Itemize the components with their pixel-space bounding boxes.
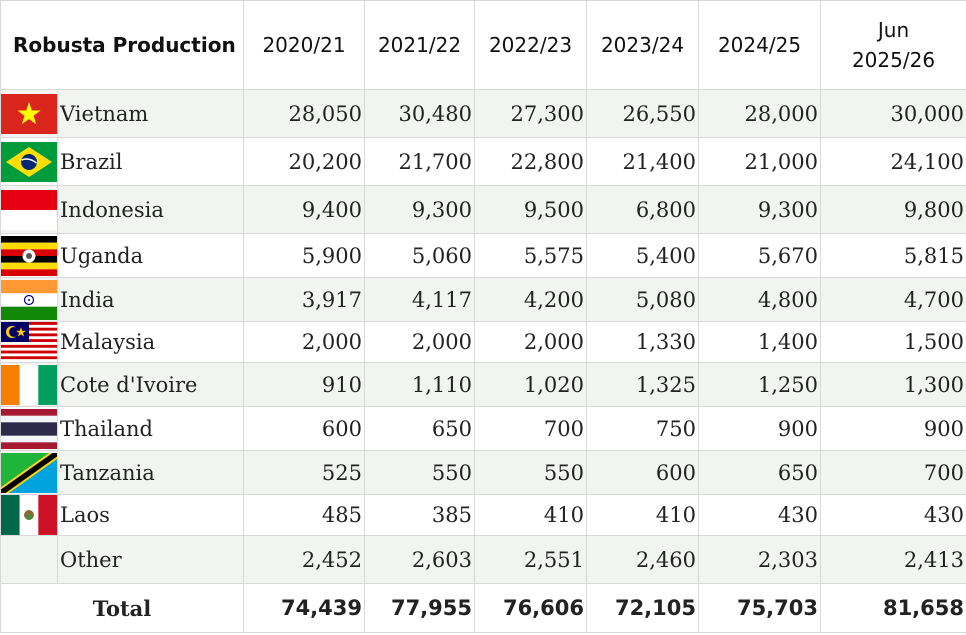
column-header-label: Jun 2025/26: [851, 18, 936, 72]
value-cell: 1,330: [587, 322, 699, 363]
cote-divoire-flag-icon: [1, 365, 57, 405]
value-cell: 430: [821, 495, 966, 536]
table-row: [1, 451, 966, 495]
value-cell: 4,800: [699, 278, 821, 322]
value-cell: 3,917: [244, 278, 365, 322]
value-cell: 1,300: [821, 363, 966, 407]
column-header: 2020/21: [244, 1, 365, 90]
value-cell: 410: [587, 495, 699, 536]
value-cell: 28,050: [244, 90, 365, 138]
value-cell: 910: [244, 363, 365, 407]
value-cell: 4,117: [365, 278, 475, 322]
value-cell: 2,000: [244, 322, 365, 363]
country-name: Brazil: [58, 138, 244, 186]
value-cell: 9,400: [244, 186, 365, 234]
value-cell: 5,060: [365, 234, 475, 278]
flag-cell: [1, 186, 58, 234]
value-cell: 2,000: [365, 322, 475, 363]
value-cell: 700: [821, 451, 966, 495]
table-row: [1, 90, 966, 138]
value-cell: 600: [587, 451, 699, 495]
flag-cell: [1, 278, 58, 322]
value-cell: 5,670: [699, 234, 821, 278]
value-cell: 30,000: [821, 90, 966, 138]
value-cell: 28,000: [699, 90, 821, 138]
country-name: India: [58, 278, 244, 322]
table-row: [1, 363, 966, 407]
value-cell: 2,603: [365, 536, 475, 584]
value-cell: 700: [475, 407, 587, 451]
value-cell: 2,303: [699, 536, 821, 584]
total-value-cell: 81,658: [821, 584, 966, 633]
flag-cell: [1, 138, 58, 186]
flag-cell: [1, 536, 58, 584]
flag-cell: [1, 322, 58, 363]
country-name: Other: [58, 536, 244, 584]
value-cell: 385: [365, 495, 475, 536]
value-cell: 410: [475, 495, 587, 536]
total-value-cell: 75,703: [699, 584, 821, 633]
value-cell: 20,200: [244, 138, 365, 186]
value-cell: 21,000: [699, 138, 821, 186]
value-cell: 2,452: [244, 536, 365, 584]
flag-cell: [1, 407, 58, 451]
total-label: Total: [1, 584, 244, 633]
value-cell: 26,550: [587, 90, 699, 138]
tanzania-flag-icon: [1, 453, 57, 493]
value-cell: 21,400: [587, 138, 699, 186]
value-cell: 525: [244, 451, 365, 495]
value-cell: 4,200: [475, 278, 587, 322]
value-cell: 5,900: [244, 234, 365, 278]
value-cell: 5,400: [587, 234, 699, 278]
value-cell: 27,300: [475, 90, 587, 138]
value-cell: 900: [699, 407, 821, 451]
malaysia-flag-icon: [1, 322, 57, 362]
total-value-cell: 74,439: [244, 584, 365, 633]
flag-cell: [1, 234, 58, 278]
value-cell: 600: [244, 407, 365, 451]
flag-cell: [1, 495, 58, 536]
value-cell: 2,413: [821, 536, 966, 584]
value-cell: 1,500: [821, 322, 966, 363]
table-row: [1, 234, 966, 278]
indonesia-flag-icon: [1, 190, 57, 230]
flag-cell: [1, 451, 58, 495]
value-cell: 5,080: [587, 278, 699, 322]
table-row: [1, 407, 966, 451]
value-cell: 5,815: [821, 234, 966, 278]
value-cell: 550: [475, 451, 587, 495]
value-cell: 22,800: [475, 138, 587, 186]
table-title: Robusta Production: [1, 1, 244, 90]
value-cell: 2,460: [587, 536, 699, 584]
value-cell: 650: [699, 451, 821, 495]
column-header: 2023/24: [587, 1, 699, 90]
value-cell: 5,575: [475, 234, 587, 278]
value-cell: 30,480: [365, 90, 475, 138]
value-cell: 2,551: [475, 536, 587, 584]
country-name: Cote d'Ivoire: [58, 363, 244, 407]
value-cell: 1,110: [365, 363, 475, 407]
country-name: Thailand: [58, 407, 244, 451]
country-name: Indonesia: [58, 186, 244, 234]
column-header: 2022/23: [475, 1, 587, 90]
thailand-flag-icon: [1, 409, 57, 449]
country-name: Tanzania: [58, 451, 244, 495]
flag-cell: [1, 90, 58, 138]
value-cell: 1,020: [475, 363, 587, 407]
table-row: [1, 322, 966, 363]
value-cell: 650: [365, 407, 475, 451]
value-cell: 430: [699, 495, 821, 536]
value-cell: 6,800: [587, 186, 699, 234]
value-cell: 9,500: [475, 186, 587, 234]
table-row: [1, 536, 966, 584]
total-value-cell: 77,955: [365, 584, 475, 633]
value-cell: 1,400: [699, 322, 821, 363]
table-row: [1, 278, 966, 322]
column-header: [821, 1, 966, 90]
header-row: [1, 1, 966, 90]
country-name: Malaysia: [58, 322, 244, 363]
column-header: 2021/22: [365, 1, 475, 90]
value-cell: 9,800: [821, 186, 966, 234]
country-name: Uganda: [58, 234, 244, 278]
value-cell: 1,325: [587, 363, 699, 407]
value-cell: 900: [821, 407, 966, 451]
india-flag-icon: [1, 280, 57, 320]
value-cell: 4,700: [821, 278, 966, 322]
value-cell: 750: [587, 407, 699, 451]
value-cell: 550: [365, 451, 475, 495]
brazil-flag-icon: [1, 142, 57, 182]
value-cell: 2,000: [475, 322, 587, 363]
country-name: Laos: [58, 495, 244, 536]
flag-cell: [1, 363, 58, 407]
table-row: [1, 138, 966, 186]
column-header: 2024/25: [699, 1, 821, 90]
value-cell: 24,100: [821, 138, 966, 186]
total-row: [1, 584, 966, 633]
total-value-cell: 76,606: [475, 584, 587, 633]
value-cell: 21,700: [365, 138, 475, 186]
value-cell: 9,300: [699, 186, 821, 234]
laos-flag-icon: [1, 495, 57, 535]
value-cell: 485: [244, 495, 365, 536]
table-row: [1, 186, 966, 234]
value-cell: 9,300: [365, 186, 475, 234]
country-name: Vietnam: [58, 90, 244, 138]
value-cell: 1,250: [699, 363, 821, 407]
total-value-cell: 72,105: [587, 584, 699, 633]
vietnam-flag-icon: [1, 94, 57, 134]
table-row: [1, 495, 966, 536]
uganda-flag-icon: [1, 236, 57, 276]
